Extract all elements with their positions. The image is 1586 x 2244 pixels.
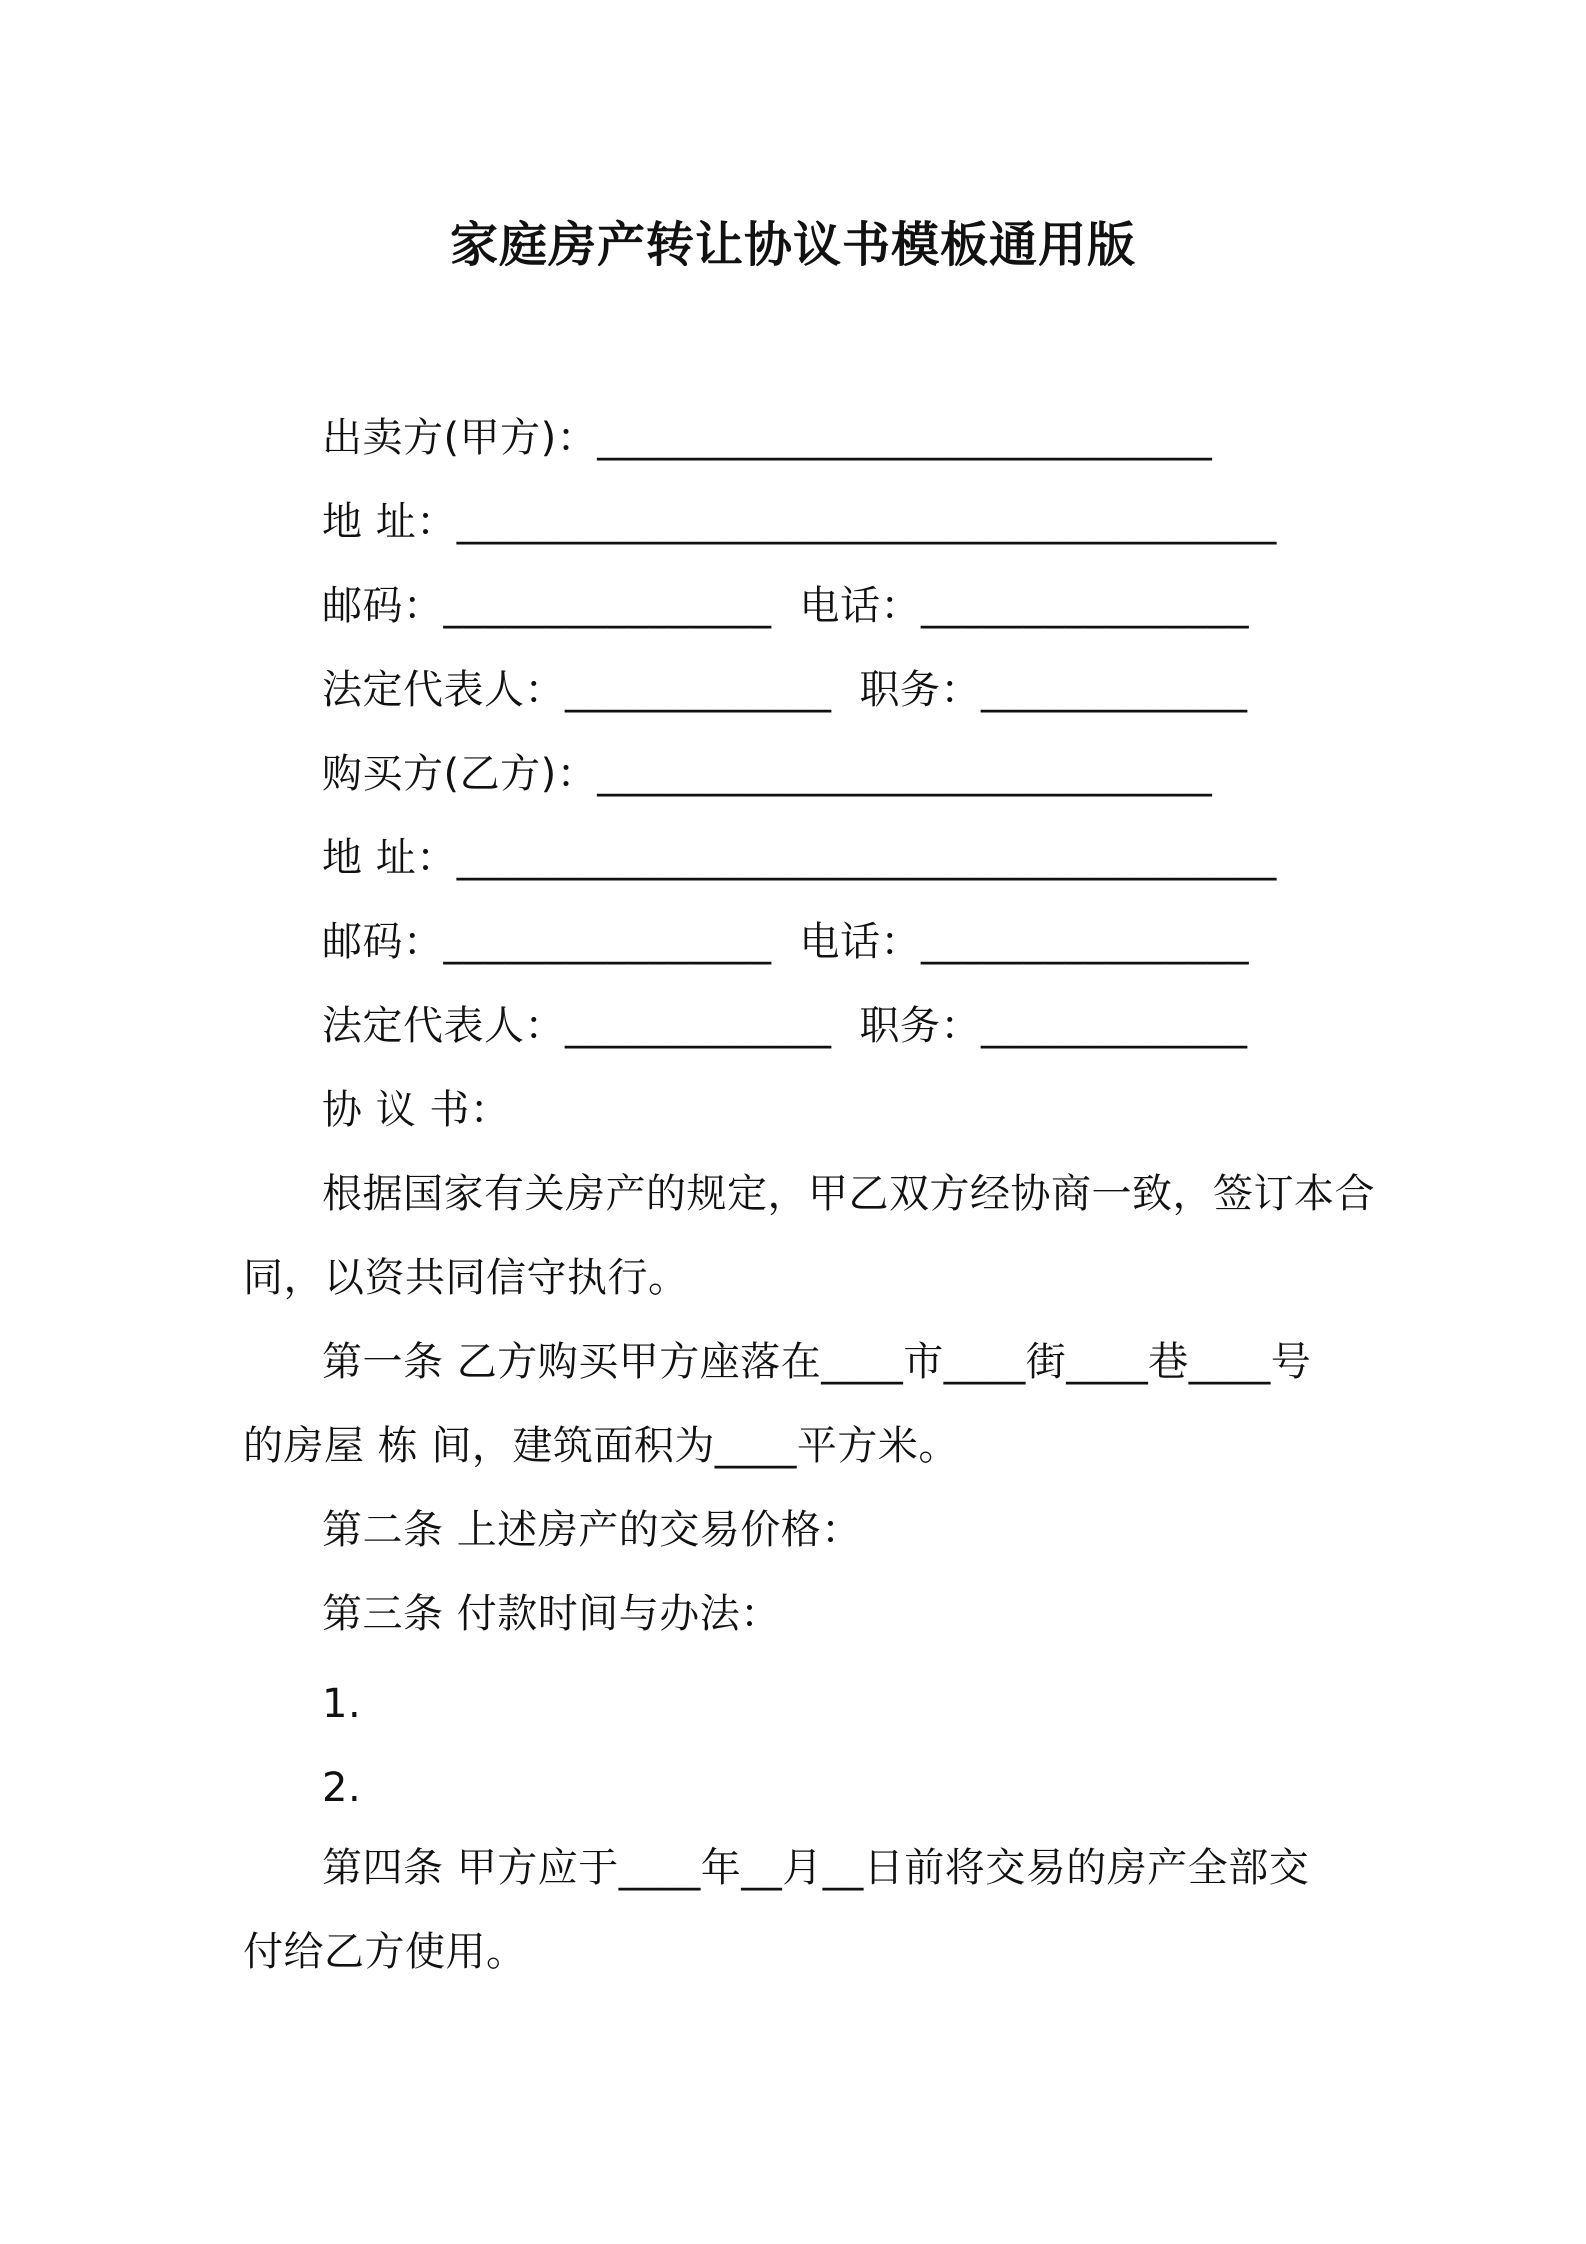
document-title: 家庭房产转让协议书模板通用版 xyxy=(449,217,1136,273)
buyer-position: 职务：_____________ xyxy=(859,1003,1248,1049)
agreement-heading: 协 议 书： xyxy=(322,1087,511,1133)
article-4-line-2: 付给乙方使用。 xyxy=(243,1929,527,1975)
article-1-line-2: 的房屋 栋 间，建筑面积为____平方米。 xyxy=(243,1423,959,1469)
buyer-phone: 电话：________________ xyxy=(799,919,1249,965)
seller-party-line: 出卖方(甲方)：______________________________ xyxy=(322,415,1213,461)
article-2: 第二条 上述房产的交易价格： xyxy=(322,1507,862,1553)
buyer-rep-line xyxy=(322,998,1248,1054)
buyer-postcode: 邮码：________________ xyxy=(322,919,772,965)
seller-address-line: 地 址：________________________________________ xyxy=(322,499,1277,545)
article-1-line-1: 第一条 乙方购买甲方座落在____市____街____巷____号 xyxy=(322,1339,1312,1385)
buyer-address-line: 地 址：________________________________________ xyxy=(322,835,1277,881)
intro-paragraph-line-1: 根据国家有关房产的规定，甲乙双方经协商一致，签订本合 xyxy=(322,1171,1375,1217)
article-3: 第三条 付款时间与办法： xyxy=(322,1591,781,1637)
seller-rep-line xyxy=(322,662,1248,718)
seller-phone: 电话：________________ xyxy=(799,583,1249,629)
buyer-rep: 法定代表人：_____________ xyxy=(322,1003,832,1049)
payment-item-2: 2. xyxy=(322,1765,362,1811)
buyer-party-line: 购买方(乙方)：______________________________ xyxy=(322,751,1213,797)
article-4-line-1: 第四条 甲方应于____年__月__日前将交易的房产全部交 xyxy=(322,1845,1310,1891)
seller-postcode: 邮码：________________ xyxy=(322,583,772,629)
seller-position: 职务：_____________ xyxy=(859,667,1248,713)
seller-contact-line xyxy=(322,578,1249,634)
payment-item-1: 1. xyxy=(322,1681,362,1727)
seller-rep: 法定代表人：_____________ xyxy=(322,667,832,713)
buyer-contact-line xyxy=(322,914,1249,970)
intro-paragraph-line-2: 同，以资共同信守执行。 xyxy=(243,1255,689,1301)
